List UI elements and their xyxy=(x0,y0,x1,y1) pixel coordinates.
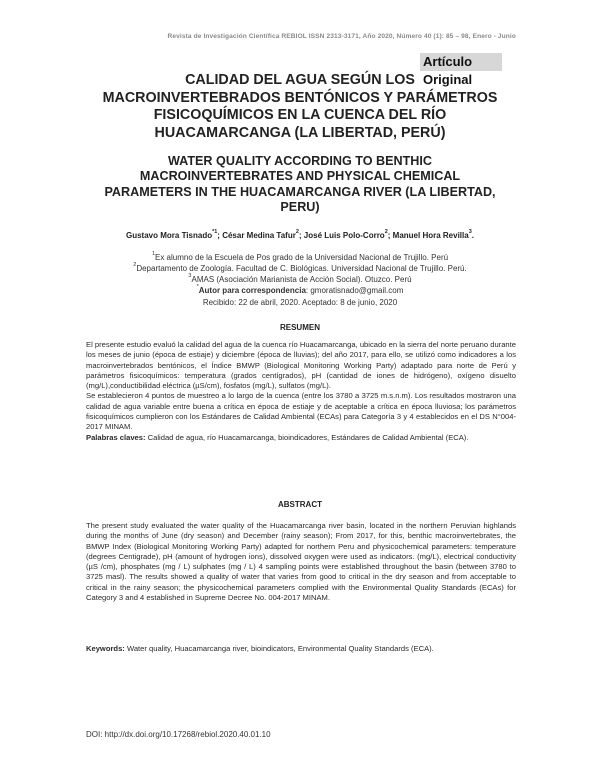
author-separator: ; xyxy=(387,231,393,240)
affiliation-text: Departamento de Zoología. Facultad de C. Biológicas. Universidad Nacional de Trujillo. Perú. xyxy=(136,264,467,273)
author-superscript: 3 xyxy=(468,229,472,235)
resumen-keywords xyxy=(86,433,516,443)
affiliation-text: Ex alumno de la Escuela de Pos grado de la Universidad Nacional de Trujillo. Perú xyxy=(155,253,449,262)
author-name: José Luis Polo-Corro xyxy=(303,231,385,240)
correspondence-superscript: * xyxy=(196,284,199,290)
author-name: César Medina Tafur xyxy=(222,231,296,240)
abstract-body xyxy=(86,521,516,603)
affiliation-superscript: 2 xyxy=(133,262,137,268)
doi-link[interactable]: DOI: http://dx.doi.org/10.17268/rebiol.2020.40.01.10 xyxy=(86,730,271,739)
article-type-label: Artículo Original xyxy=(420,53,502,71)
resumen-paragraph-2: Se establecieron 4 puntos de muestreo a lo largo de la cuenca (entre los 3780 a 3725 m.s.n.m). Los resultados mostraron una calidad de agua variable entre buena a crítica en época de estiaje y de aceptable a crítica en época lluviosa; los parámetros fisicoquímicos cumplieron con los Estándares de Calidad Ambiental (ECAs) para Categoría 3 y 4 establecidos en el DS N°004-2017 MINAM. xyxy=(86,391,516,432)
keywords-label: Palabras claves: xyxy=(86,432,146,442)
affiliation-superscript: 1 xyxy=(151,251,155,257)
journal-header: Revista de Investigación Científica REBIOL ISSN 2313-3171, Año 2020, Número 40 (1): 85 – 98, Enero - Junio xyxy=(167,33,516,40)
affiliation-superscript: 3 xyxy=(188,273,192,279)
author-list xyxy=(90,231,510,240)
resumen-body xyxy=(86,340,516,443)
abstract-keywords xyxy=(86,644,516,654)
author-separator: . xyxy=(471,231,474,240)
affiliation-3 xyxy=(90,275,510,286)
abstract-paragraph-1: The present study evaluated the water quality of the Huacamarcanga river basin, located in the northern Peruvian highlands during the months of June (dry season) and December (rainy season); From 2017, for this, benthic macroinvertebrates, the BMWP Index (Biological Monitoring Working Party) adapted for northern Peru and physicochemical parameters: temperature (degrees Centigrade), pH (amount of hydrogen ions), dissolved oxygen were used as indicators. (mg/L), electrical conductivity (µS /cm), phosphates (mg / L) sulphates (mg / L) 4 sampling points were established throughout the basin (between 3780 to 3725 masl). The results showed a quality of water that varies from good to critical in the dry season and from acceptable to critical in the rainy season; the physicochemical parameters complied with the Environmental Quality Standards (ECAs) for Category 3 and 4 established in Supreme Decree No. 004-2017 MINAM. xyxy=(86,521,516,603)
title-spanish: CALIDAD DEL AGUA SEGÚN LOS MACROINVERTEBRADOS BENTÓNICOS Y PARÁMETROS FISICOQUÍMICOS EN LA CUENCA DEL RÍO HUACAMARCANGA (LA LIBERTAD, PERÚ) xyxy=(102,72,498,141)
correspondence-email[interactable]: : gmoratisnado@gmail.com xyxy=(305,286,404,295)
author-name: Gustavo Mora Tisnado xyxy=(126,231,213,240)
author-separator: ; xyxy=(217,231,223,240)
resumen-heading: RESUMEN xyxy=(279,323,320,332)
affiliation-text: AMAS (Asociación Marianista de Acción Social). Otuzco. Perú xyxy=(191,275,412,284)
abstract-keywords-block xyxy=(86,644,516,654)
keywords-label: Keywords: xyxy=(86,644,125,653)
correspondence-line xyxy=(90,286,510,297)
author-superscript: 2 xyxy=(384,229,388,235)
title-english: WATER QUALITY ACCORDING TO BENTHIC MACROINVERTEBRATES AND PHYSICAL CHEMICAL PARAMETERS IN THE HUACAMARCANGA RIVER (LA LIBERTAD, PERU) xyxy=(104,154,496,214)
resumen-paragraph-1: El presente estudio evaluó la calidad del agua de la cuenca río Huacamarcanga, ubicado en la sierra del norte peruano durante los meses de junio (época de estiaje) y diciembre (época de lluvias); del año 2017, para ello, se utilizó como indicadores a los macroinvertebrados bentónicos, el Índice BMWP (Biological Monitoring Working Party) adaptado para norte de Perú y parámetros fisicoquímicos: temperatura (grados centígrados), pH (cantidad de iones de hidrógeno), oxígeno disuelto (mg/L),conductibilidad eléctrica (µS/cm), fosfatos (mg/L), sulfatos (mg/L). xyxy=(86,340,516,391)
author-separator: ; xyxy=(298,231,304,240)
abstract-heading: ABSTRACT xyxy=(278,500,322,509)
author-superscript: 2 xyxy=(295,229,299,235)
correspondence-label: Autor para correspondencia xyxy=(198,286,306,295)
affiliation-2 xyxy=(90,264,510,275)
author-name: Manuel Hora Revilla xyxy=(392,231,469,240)
keywords-text: Water quality, Huacamarcanga river, bioindicators, Environmental Quality Standards (ECA). xyxy=(124,644,434,653)
keywords-text: Calidad de agua, río Huacamarcanga, bioindicadores, Estándares de Calidad Ambiental (ECA). xyxy=(145,432,469,442)
affiliation-1 xyxy=(90,253,510,264)
received-dates: Recibido: 22 de abril, 2020. Aceptado: 8 de junio, 2020 xyxy=(202,298,398,307)
author-superscript: *1 xyxy=(212,229,218,235)
